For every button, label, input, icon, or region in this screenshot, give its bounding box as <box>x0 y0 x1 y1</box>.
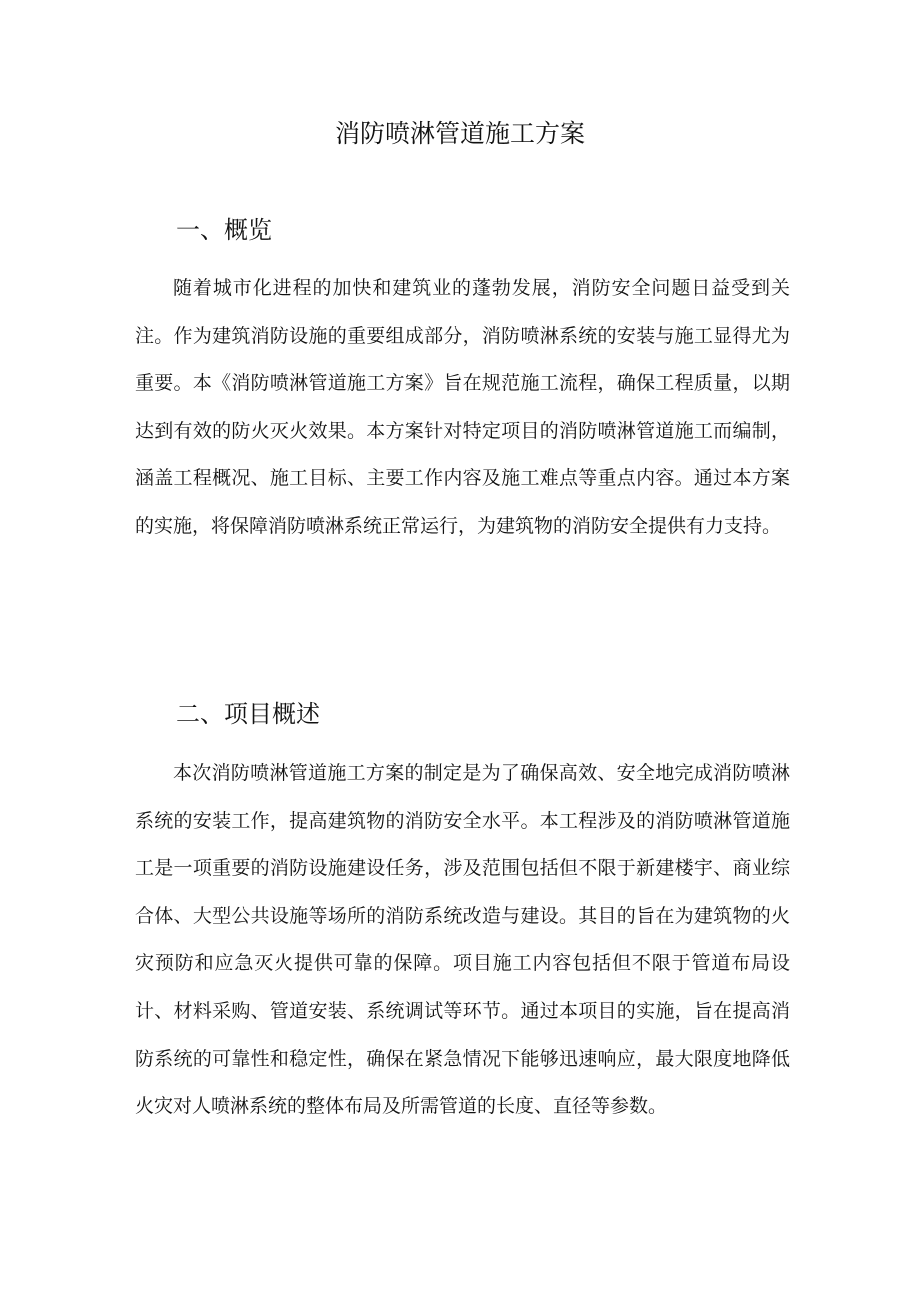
document-title: 消防喷淋管道施工方案 <box>334 119 585 148</box>
section-heading-overview: 一、概览 <box>176 216 272 244</box>
section-heading-project-summary: 二、项目概述 <box>176 700 320 728</box>
section-paragraph-overview: 随着城市化进程的加快和建筑业的蓬勃发展，消防安全问题日益受到关注。作为建筑消防设施的重要组成部分，消防喷淋系统的安装与施工显得尤为重要。本《消防喷淋管道施工方案》旨在规范施工流程，确保工程质量，以期达到有效的防火灭火效果。本方案针对特定项目的消防喷淋管道施工而编制，涵盖工程概况、施工目标、主要工作内容及施工难点等重点内容。通过本方案的实施，将保障消防喷淋系统正常运行，为建筑物的消防安全提供有力支持。 <box>135 277 790 537</box>
section-paragraph-project-summary: 本次消防喷淋管道施工方案的制定是为了确保高效、安全地完成消防喷淋系统的安装工作，提高建筑物的消防安全水平。本工程涉及的消防喷淋管道施工是一项重要的消防设施建设任务，涉及范围包括但不限于新建楼宇、商业综合体、大型公共设施等场所的消防系统改造与建设。其目的旨在为建筑物的火灾预防和应急灭火提供可靠的保障。项目施工内容包括但不限于管道布局设计、材料采购、管道安装、系统调试等环节。通过本项目的实施，旨在提高消防系统的可靠性和稳定性，确保在紧急情况下能够迅速响应，最大限度地降低火灾对人喷淋系统的整体布局及所需管道的长度、直径等参数。 <box>135 762 790 1118</box>
